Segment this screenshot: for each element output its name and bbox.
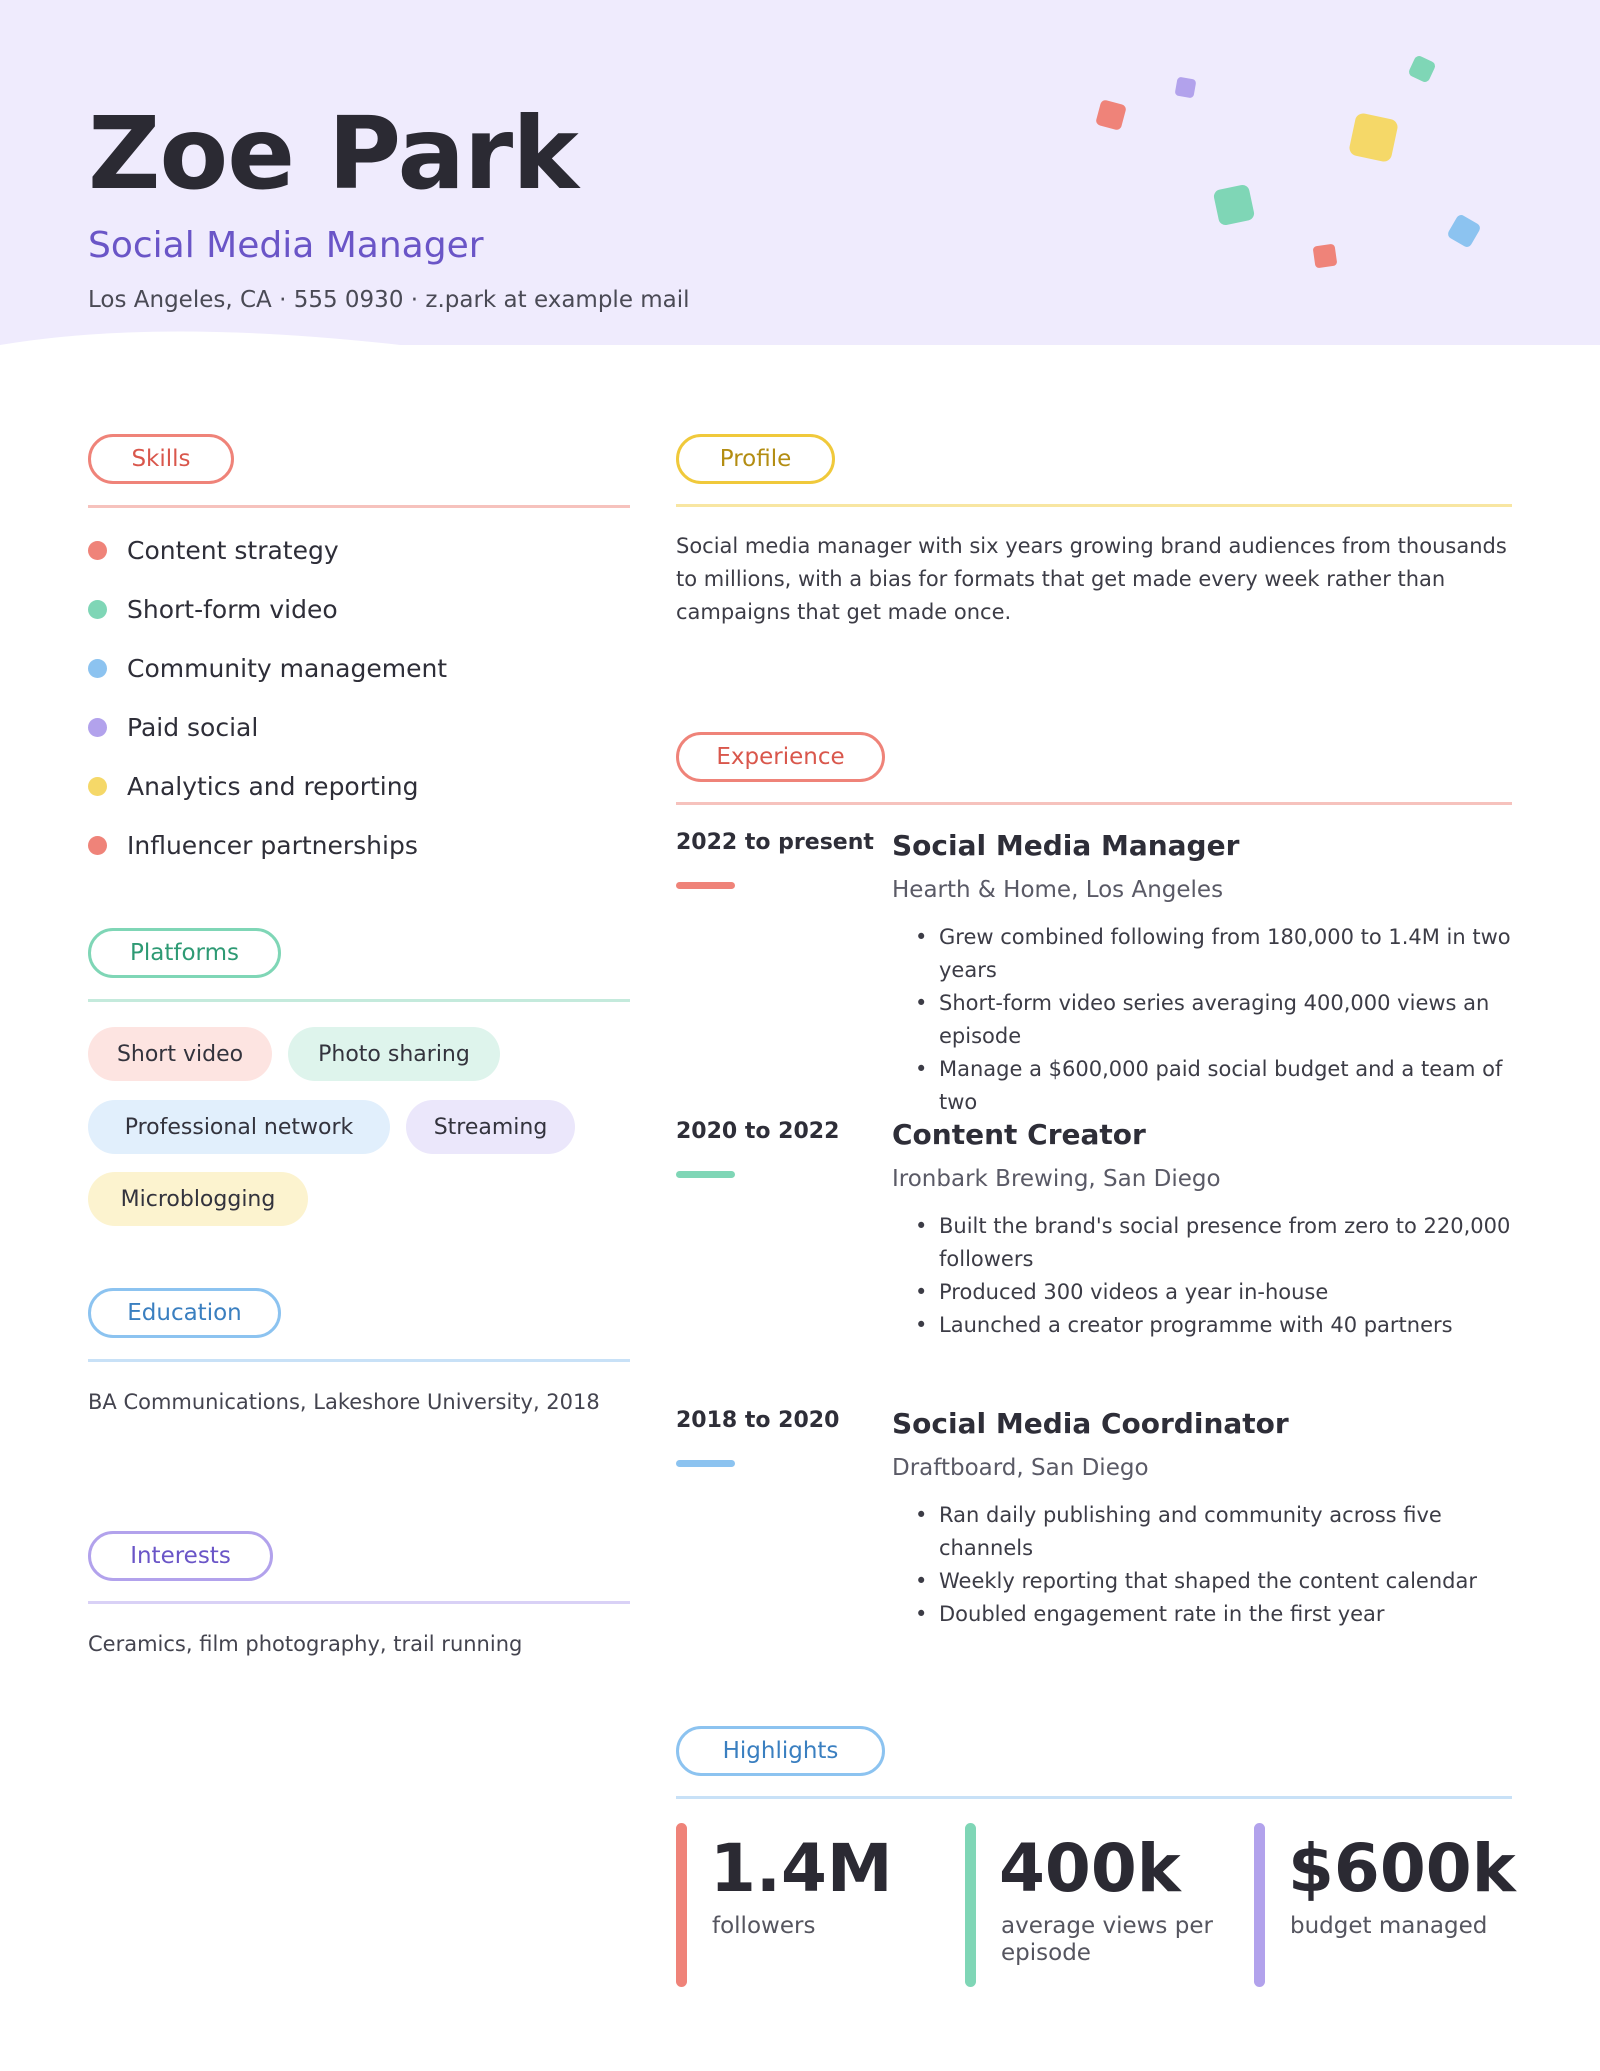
stat-label: followers <box>712 1913 816 1939</box>
job-bullet: • Short-form video series averaging 400,000 views an episode <box>892 987 1542 1053</box>
job-title: Content Creator <box>892 1118 1146 1151</box>
interests-entry: Ceramics, film photography, trail running <box>88 1632 523 1656</box>
skill-label: Analytics and reporting <box>127 772 419 801</box>
contact-line: Los Angeles, CA · 555 0930 · z.park at example mail <box>88 287 690 313</box>
stat-label: budget managed <box>1290 1913 1488 1939</box>
section-divider <box>88 505 630 508</box>
skill-label: Content strategy <box>127 536 339 565</box>
bullet-dot <box>88 541 107 560</box>
bullet-dot <box>88 659 107 678</box>
job-bullet: • Launched a creator programme with 40 partners <box>892 1309 1542 1342</box>
education-entry: BA Communications, Lakeshore University, 2018 <box>88 1390 600 1414</box>
stat-label: average views per episode <box>1001 1913 1213 1966</box>
section-divider <box>88 1359 630 1362</box>
bullet-dot <box>88 718 107 737</box>
header-curve-decoration <box>0 318 460 378</box>
candidate-name: Zoe Park <box>88 95 578 212</box>
job-bullets <box>892 1210 1542 1342</box>
job-title: Social Media Manager <box>892 829 1240 862</box>
job-bullet: • Built the brand's social presence from zero to 220,000 followers <box>892 1210 1542 1276</box>
skill-item <box>88 595 338 624</box>
stat-value: 1.4M <box>710 1830 893 1907</box>
section-label-interests: Interests <box>88 1531 273 1581</box>
skill-label: Influencer partnerships <box>127 831 418 860</box>
section-label-platforms: Platforms <box>88 928 281 978</box>
job-accent-bar <box>676 882 735 889</box>
platform-chip: Professional network <box>88 1100 390 1154</box>
section-divider <box>88 999 630 1002</box>
job-bullet: • Produced 300 videos a year in-house <box>892 1276 1542 1309</box>
job-accent-bar <box>676 1171 735 1178</box>
job-dates: 2022 to present <box>676 830 874 855</box>
bullet-dot <box>88 836 107 855</box>
section-label-highlights: Highlights <box>676 1726 885 1776</box>
stat-value: $600k <box>1288 1830 1516 1907</box>
confetti-decoration <box>1213 184 1256 227</box>
confetti-decoration <box>1313 244 1338 269</box>
stat-value: 400k <box>999 1830 1181 1907</box>
section-label-education: Education <box>88 1288 281 1338</box>
job-company: Hearth & Home, Los Angeles <box>892 877 1224 903</box>
section-divider <box>676 504 1512 507</box>
skill-item <box>88 772 418 801</box>
job-bullets <box>892 921 1542 1119</box>
skill-label: Short-form video <box>127 595 338 624</box>
job-bullets <box>892 1499 1542 1631</box>
section-divider <box>88 1601 630 1604</box>
candidate-title: Social Media Manager <box>88 225 484 266</box>
job-company: Ironbark Brewing, San Diego <box>892 1166 1221 1192</box>
skill-item <box>88 654 447 683</box>
job-accent-bar <box>676 1460 735 1467</box>
job-bullet: • Doubled engagement rate in the first year <box>892 1598 1542 1631</box>
job-dates: 2020 to 2022 <box>676 1119 840 1144</box>
job-bullet: • Grew combined following from 180,000 to 1.4M in two years <box>892 921 1542 987</box>
job-bullet: • Manage a $600,000 paid social budget and a team of two <box>892 1053 1542 1119</box>
skill-item <box>88 831 418 860</box>
stat-accent-bar <box>965 1823 976 1987</box>
job-bullet: • Weekly reporting that shaped the content calendar <box>892 1565 1542 1598</box>
confetti-decoration <box>1174 76 1196 98</box>
skill-item <box>88 536 339 565</box>
stat-accent-bar <box>1254 1823 1265 1987</box>
platform-chip: Short video <box>88 1027 272 1081</box>
bullet-dot <box>88 777 107 796</box>
job-bullet: • Ran daily publishing and community across five channels <box>892 1499 1542 1565</box>
skill-label: Community management <box>127 654 448 683</box>
section-label-skills: Skills <box>88 434 234 484</box>
section-divider <box>676 802 1512 805</box>
profile-summary: Social media manager with six years growing brand audiences from thousands to millions, with a bias for formats that get made every week rather than campaigns that get made once. <box>676 534 1507 624</box>
skill-label: Paid social <box>127 713 259 742</box>
job-title: Social Media Coordinator <box>892 1407 1289 1440</box>
confetti-decoration <box>1348 112 1399 163</box>
platform-chip: Microblogging <box>88 1172 308 1226</box>
stat-accent-bar <box>676 1823 687 1987</box>
job-dates: 2018 to 2020 <box>676 1408 840 1433</box>
section-divider <box>676 1796 1512 1799</box>
bullet-dot <box>88 600 107 619</box>
skill-item <box>88 713 258 742</box>
platform-chip: Photo sharing <box>288 1027 500 1081</box>
section-label-profile: Profile <box>676 434 835 484</box>
section-label-experience: Experience <box>676 732 885 782</box>
job-company: Draftboard, San Diego <box>892 1455 1149 1481</box>
platform-chip: Streaming <box>406 1100 575 1154</box>
